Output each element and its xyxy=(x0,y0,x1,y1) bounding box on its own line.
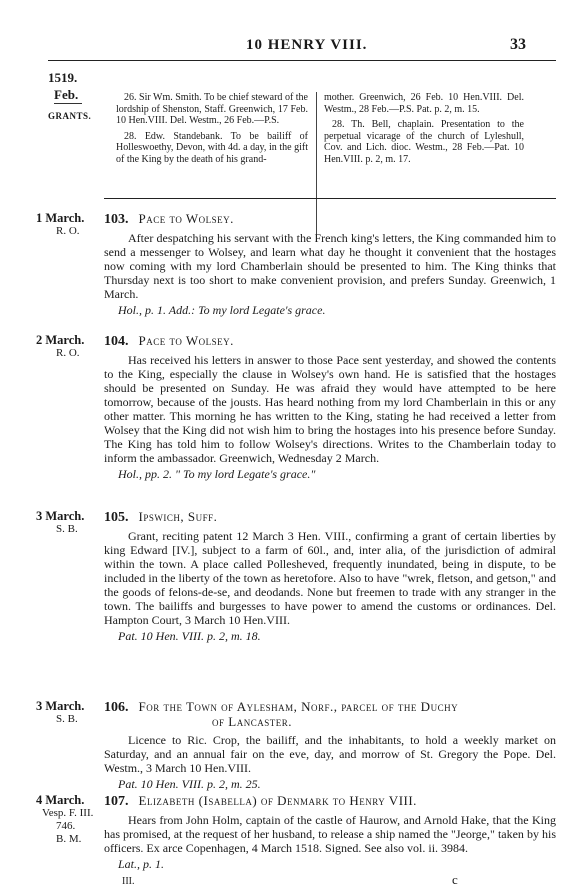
grants-column-2 xyxy=(324,92,524,169)
entry-103 xyxy=(104,212,556,317)
entry-number: 106. xyxy=(104,700,129,715)
entry-title: Pace to Wolsey. xyxy=(138,211,234,226)
page-header xyxy=(0,0,567,60)
grants-column-1 xyxy=(116,92,308,169)
entry-date: 3 March. xyxy=(36,699,85,713)
section-rule xyxy=(104,198,556,199)
entry-title-cont: of Lancaster. xyxy=(212,714,292,729)
entry-date: 3 March. xyxy=(36,509,85,523)
entry-source: S. B. xyxy=(56,713,78,725)
entry-body: Grant, reciting patent 12 March 3 Hen. VIII., confirming a grant of certain liberties by king Edward [IV.], subject to a farm of 60l., and, inter alia, of the jurisdiction of admiral within the town. A place called Pollesheved, frequently inundated, being in dispute, to be included in the liberty of the town as heretofore. Also to have "wrek, fletson, and getson," and the goods of felons-de-se, and deodands. None but freemen to trade with any stranger in the town. The bailiffs and burgesses to have power to amend the customs or ordinances. Del. Hampton Court, 3 March 10 Hen.VIII. xyxy=(104,529,556,627)
margin-106 xyxy=(36,700,100,726)
margin-107 xyxy=(36,794,100,846)
entry-body: Has received his letters in answer to those Pace sent yesterday, and showed the contents to the King, especially the clause in Wolsey's own hand. He is satisfied that the hostages should be presented on Sunday. He was afraid they would have attempted to be here tomorrow, because of the jousts. Has heard nothing from my lord Chamberlain in this or any other matter. This morning he has written to the King, stating he had received a letter from Wolsey that the King did not wish him to bring the hostages into his presence before Sunday. The King has told him to follow Wolsey's directions. Writes to the Chamberlain today to inform the ambassador. Greenwich, Wednesday 2 March. xyxy=(104,353,556,465)
entry-number: 105. xyxy=(104,510,129,525)
entry-106 xyxy=(104,700,556,791)
entry-footnote: Pat. 10 Hen. VIII. p. 2, m. 25. xyxy=(118,777,261,791)
entry-source: R. O. xyxy=(56,347,80,359)
margin-104 xyxy=(36,334,100,360)
grant-item: 28. Edw. Standebank. To be bailiff of Holleswoethy, Devon, with 4d. a day, in the gift of the King by the death of his grand- xyxy=(116,130,308,165)
entry-source: Vesp. F. III. xyxy=(42,807,94,819)
entry-footnote: Hol., p. 1. Add.: To my lord Legate's grace. xyxy=(118,303,326,317)
header-rule xyxy=(48,60,556,61)
entry-104 xyxy=(104,334,556,481)
grants-year: 1519. xyxy=(48,70,78,85)
entry-body: Licence to Ric. Crop, the bailiff, and the inhabitants, to hold a weekly market on Saturday, and an annual fair on the eve, day, and morrow of St. Gregory the Pope. Del. Westm., 3 March 10 Hen.VIII. xyxy=(104,733,556,775)
entry-body: Hears from John Holm, captain of the castle of Haurow, and Arnold Hake, that the King has promised, at the request of her husband, to release a ship named the "Jeorge," taken by his officers. Ex arce Copenhagen, 4 March 1518. Signed. See also vol. ii. 3984. xyxy=(104,813,556,855)
entry-title: Elizabeth (Isabella) of Denmark to Henry VIII. xyxy=(138,793,417,808)
entry-title: Ipswich, Suff. xyxy=(138,509,218,524)
grants-label: GRANTS. xyxy=(48,111,92,121)
entry-date: 1 March. xyxy=(36,211,85,225)
entry-105 xyxy=(104,510,556,643)
entry-number: 103. xyxy=(104,212,129,227)
entry-footnote: Hol., pp. 2. " To my lord Legate's grace." xyxy=(118,467,316,481)
signature-mark: c xyxy=(452,872,458,887)
grants-divider xyxy=(54,103,82,104)
entry-footnote: Pat. 10 Hen. VIII. p. 2, m. 18. xyxy=(118,629,261,643)
entry-source: S. B. xyxy=(56,523,78,535)
margin-105 xyxy=(36,510,100,536)
entry-107 xyxy=(104,794,556,871)
entry-title: For the Town of Aylesham, Norf., parcel of the Duchy xyxy=(138,699,459,714)
volume-mark: III. xyxy=(122,876,135,887)
entry-source-2: 746. xyxy=(56,820,76,832)
entry-number: 104. xyxy=(104,334,129,349)
grant-item: 28. Th. Bell, chaplain. Presentation to the perpetual vicarage of the church of Lyleshull, Cov. and Lich. dioc. Westm., 28 Feb.—Pat. 10 Hen.VIII. p. 2, m. 17. xyxy=(324,119,524,165)
margin-103 xyxy=(36,212,100,238)
grants-month: Feb. xyxy=(54,87,79,102)
entry-number: 107. xyxy=(104,794,129,809)
page-number: 33 xyxy=(510,36,526,53)
entry-body: After despatching his servant with the French king's letters, the King commanded him to send a messenger to Wolsey, and learn what day he thought it convenient that the hostages now coming with my lord Chamberlain should be presented to him. The King thinks that Thursday next is too short to make convenient provision, and prefers Sunday. Greenwich, 1 March. xyxy=(104,231,556,301)
entry-date: 2 March. xyxy=(36,333,85,347)
running-title: 10 HENRY VIII. xyxy=(246,37,368,53)
entry-source-3: B. M. xyxy=(56,833,82,845)
grant-item: mother. Greenwich, 26 Feb. 10 Hen.VIII. Del. Westm., 28 Feb.—P.S. Pat. p. 2, m. 15. xyxy=(324,92,524,115)
grant-item: 26. Sir Wm. Smith. To be chief steward of the lordship of Shenston, Staff. Greenwich, 17 Feb. 10 Hen.VIII. Del. Westm., 26 Feb.—P.S. xyxy=(116,92,308,126)
entry-title: Pace to Wolsey. xyxy=(138,333,234,348)
entry-source: R. O. xyxy=(56,225,80,237)
entry-date: 4 March. xyxy=(36,793,85,807)
entry-footnote: Lat., p. 1. xyxy=(118,857,165,871)
